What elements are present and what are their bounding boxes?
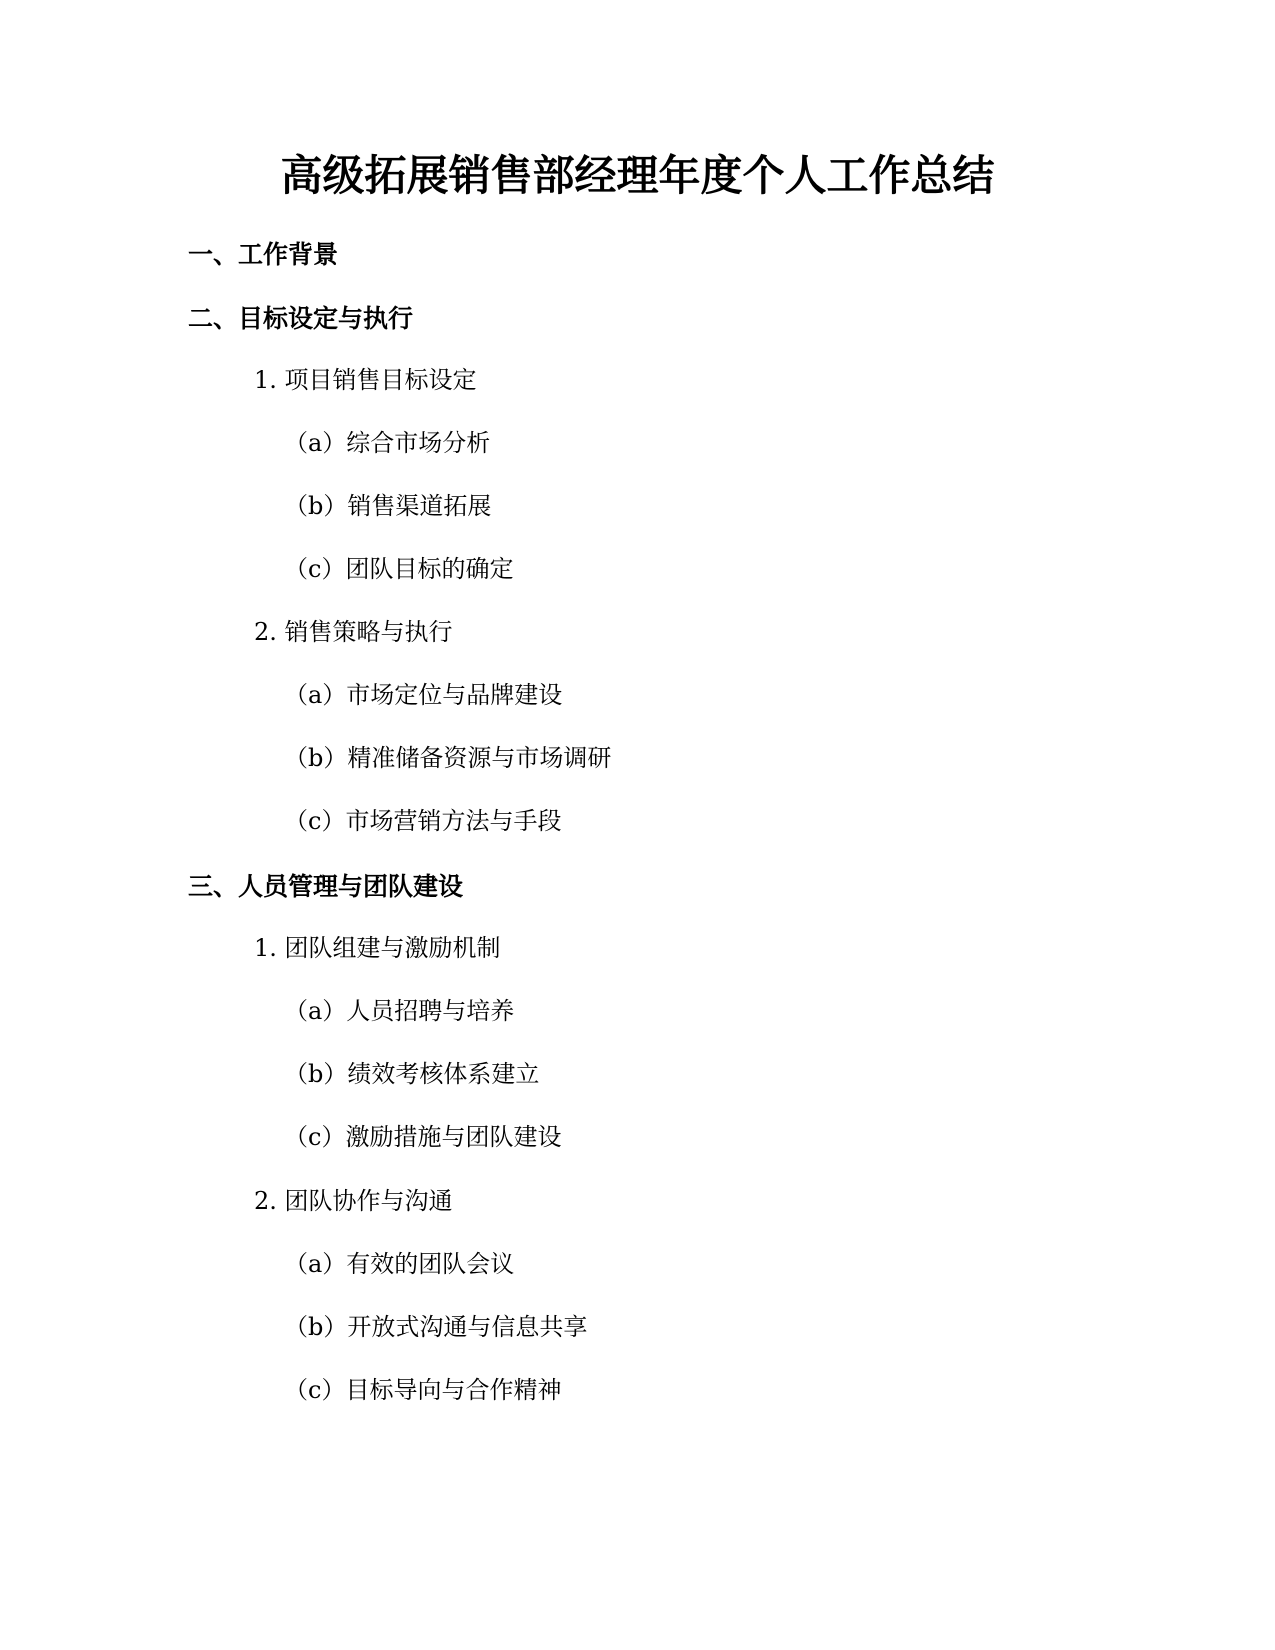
list-item-team-building: 1. 团队组建与激励机制 [254, 934, 501, 962]
sub-item: （c）激励措施与团队建设 [284, 1123, 562, 1151]
sub-item: （a）综合市场分析 [284, 429, 491, 457]
sub-item: （a）人员招聘与培养 [284, 997, 515, 1025]
section-heading-team: 三、人员管理与团队建设 [188, 872, 464, 901]
sub-item: （b）绩效考核体系建立 [284, 1060, 540, 1088]
list-item-sales-target: 1. 项目销售目标设定 [254, 366, 477, 394]
section-heading-background: 一、工作背景 [188, 240, 339, 269]
sub-item: （c）目标导向与合作精神 [284, 1376, 562, 1404]
list-item-team-communication: 2. 团队协作与沟通 [254, 1187, 453, 1215]
section-heading-goals: 二、目标设定与执行 [188, 304, 414, 333]
sub-item: （b）精准储备资源与市场调研 [284, 744, 612, 772]
list-item-sales-strategy: 2. 销售策略与执行 [254, 618, 453, 646]
sub-item: （a）市场定位与品牌建设 [284, 681, 563, 709]
sub-item: （c）市场营销方法与手段 [284, 807, 562, 835]
sub-item: （c）团队目标的确定 [284, 555, 514, 583]
sub-item: （b）开放式沟通与信息共享 [284, 1313, 588, 1341]
sub-item: （b）销售渠道拓展 [284, 492, 492, 520]
sub-item: （a）有效的团队会议 [284, 1250, 515, 1278]
document-title: 高级拓展销售部经理年度个人工作总结 [280, 151, 995, 200]
